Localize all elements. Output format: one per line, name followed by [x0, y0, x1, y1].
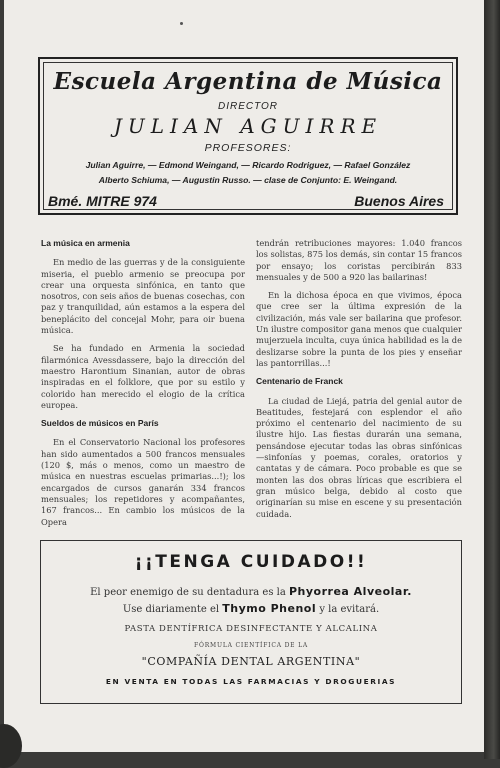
- armenia-heading: La música en armenia: [41, 238, 130, 248]
- school-city: Buenos Aires: [354, 193, 444, 209]
- left-column: [41, 238, 245, 535]
- dental-ad-venta: EN VENTA EN TODAS LAS FARMACIAS Y DROGUERIAS: [105, 677, 397, 686]
- profesores-line-1: Julian Aguirre, — Edmond Weingand, — Ricardo Rodriguez, — Rafael González: [85, 160, 411, 170]
- ink-dot: [180, 22, 183, 25]
- dental-ad-line-2: [41, 602, 461, 615]
- franck-heading: Centenario de Franck: [256, 376, 343, 387]
- armenia-paragraph-2: Se ha fundado en Armenia la sociedad filarmónica Avessdassere, bajo la dirección del maestro Harontium Sinanian, autor de obras inspiradas en el folklore, que por su estilo y colorido han merecido el elogio de la crítica europea.: [41, 343, 245, 410]
- right-column: [256, 238, 462, 527]
- dental-ad-line-1-text: El peor enemigo de su dentadura es la: [90, 587, 286, 598]
- dental-ad-title: ¡¡TENGA CUIDADO!!: [134, 552, 368, 572]
- school-name: Escuela Argentina de Música: [53, 68, 443, 95]
- sueldos-heading: Sueldos de músicos en París: [41, 418, 159, 429]
- sueldos-continuation-1: tendrán retribuciones mayores: 1.040 francos los solistas, 875 los demás, sin contar 15 francos por ensayo; los coristas percibirán 833 mensuales y de 500 a 920 las bailarinas!: [256, 238, 462, 282]
- armenia-paragraph-1: En medio de las guerras y de la consiguiente miseria, el pueblo armenio se preocupa por crear una orquesta sinfónica, en tanto que nosotros, con seis años de buenas cosechas, con paz y tranquilidad, aún estamos a la espera del beneplácito del concejal Mohr, para oir buena música.: [41, 257, 245, 336]
- book-edge: [484, 0, 500, 759]
- dental-ad-line-1: [41, 585, 461, 598]
- dental-ad-pasta: PASTA DENTÍFRICA DESINFECTANTE Y ALCALINA: [124, 624, 378, 634]
- franck-paragraph-1: La ciudad de Liejá, patria del genial autor de Beatitudes, festejará con esplendor el año próximo el centenario del nacimiento de su ilustre hijo. Las fiestas durarán una semana, pensándose ejecutar todas las obras sinfónicas—sinfonías y poemas, corales, oratorios y cantatas y de cámara. Poco probable es que se monten las dos obras líricas que escribiera el gran músico belga, debido al costo que originarían su mise en escene y su presentación cuidada.: [256, 395, 462, 519]
- dental-ad-company: "COMPAÑÍA DENTAL ARGENTINA": [141, 655, 361, 668]
- school-address: Bmé. MITRE 974: [48, 193, 157, 209]
- profesores-label: PROFESORES:: [204, 142, 292, 154]
- dental-advertisement: [40, 540, 462, 704]
- sueldos-paragraph-1: En el Conservatorio Nacional los profesores han sido aumentados a 500 francos mensuales (120 $, más o menos, como un maestro de música en nuestras escuelas primarias...!); los encargados de cursos ganarán 334 francos mensuales; los repetidores y acompañantes, 167 francos... En cambio los músicos de la Opera: [41, 437, 245, 527]
- director-name: JULIAN AGUIRRE: [113, 114, 383, 138]
- document-page: [4, 0, 484, 752]
- director-label: DIRECTOR: [217, 101, 279, 112]
- dental-ad-line-2-end: y la evitará.: [319, 604, 380, 615]
- dental-ad-brand-thymo-phenol: Thymo Phenol: [222, 602, 317, 615]
- school-advertisement: [38, 57, 458, 215]
- dental-ad-formula: FÓRMULA CIENTÍFICA DE LA: [194, 642, 308, 649]
- profesores-line-2: Alberto Schiuma, — Augustin Russo. — clase de Conjunto: E. Weingand.: [98, 175, 398, 185]
- dental-ad-brand-phyorrea: Phyorrea Alveolar.: [288, 585, 412, 598]
- dental-ad-line-2-text: Use diariamente el: [122, 604, 220, 615]
- sueldos-continuation-2: En la dichosa época en que vivimos, época que cree ser la última expresión de la civilización, más vale ser bailarina que profesor. Un ilustre compositor gana menos que cualquier mujerzuela inculta, cuya única habilidad es la de deslizarse sobre la punta de los pies y enseñar las pantorrillas...!: [256, 290, 462, 368]
